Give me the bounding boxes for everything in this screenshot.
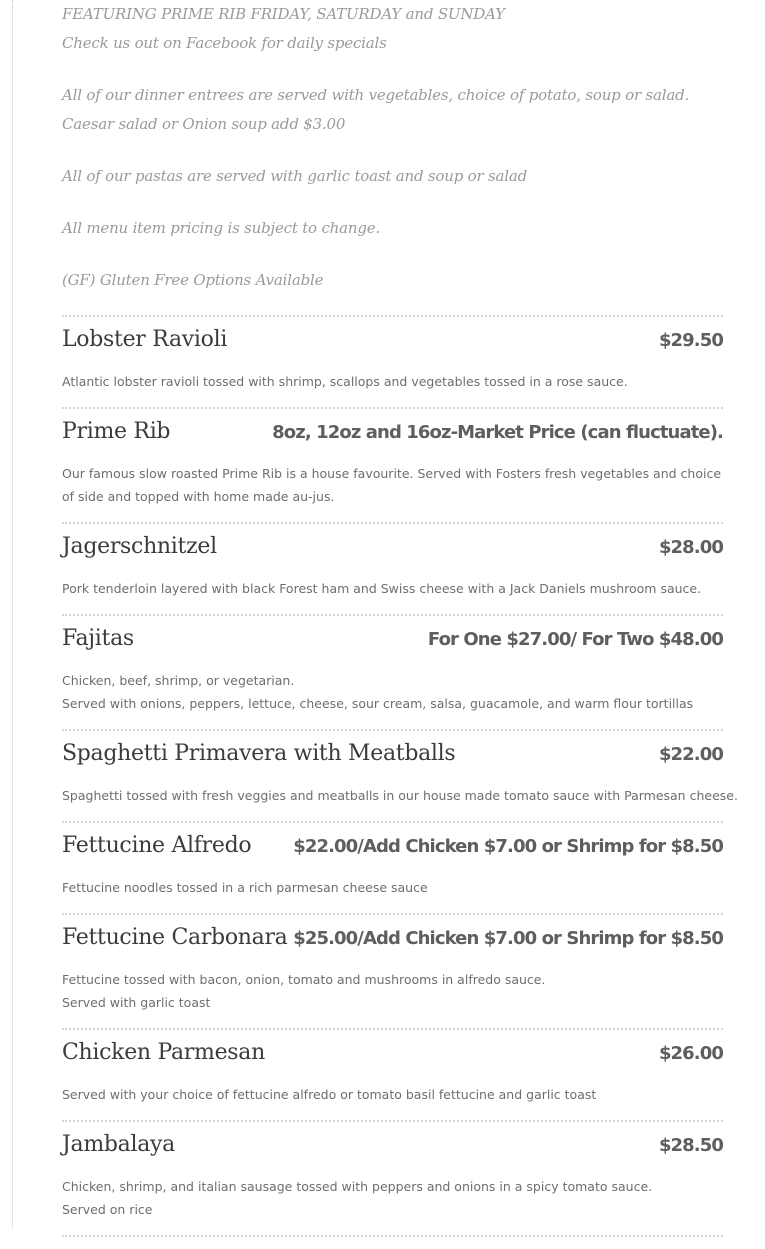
menu-item-header xyxy=(62,833,723,867)
menu-item-description xyxy=(62,577,723,600)
description-line: Chicken, beef, shrimp, or vegetarian. xyxy=(62,673,295,688)
menu-page-content xyxy=(62,0,738,1249)
facebook-line: Check us out on Facebook for daily specials xyxy=(62,34,387,52)
menu-item-name: Fajitas xyxy=(62,626,134,651)
gluten-free-note: (GF) Gluten Free Options Available xyxy=(62,271,324,289)
menu-item-header xyxy=(62,419,723,453)
menu-item-price: $25.00/Add Chicken $7.00 or Shrimp for $8.50 xyxy=(293,928,723,949)
menu-item xyxy=(62,315,723,407)
menu-item xyxy=(62,913,723,1028)
menu-item-description xyxy=(62,784,738,807)
menu-item-header xyxy=(62,626,723,660)
menu-item-price: $22.00/Add Chicken $7.00 or Shrimp for $8.50 xyxy=(293,836,723,857)
menu-list xyxy=(62,315,738,1249)
description-line: Served on rice xyxy=(62,1202,153,1217)
menu-item-price: 8oz, 12oz and 16oz-Market Price (can fluctuate). xyxy=(272,422,723,443)
description-line: Chicken, shrimp, and italian sausage tossed with peppers and onions in a spicy tomato sauce. xyxy=(62,1179,653,1194)
menu-item-header xyxy=(62,1132,723,1166)
menu-item-name: Lobster Ravioli xyxy=(62,327,228,352)
pasta-note: All of our pastas are served with garlic toast and soup or salad xyxy=(62,167,528,185)
description-line: Our famous slow roasted Prime Rib is a house favourite. Served with Fosters fresh vegetables and choice of side and topped with home made au-jus. xyxy=(62,466,722,504)
menu-item-description xyxy=(62,968,723,1014)
menu-item-name: Jambalaya xyxy=(62,1132,175,1157)
description-line: Spaghetti tossed with fresh veggies and meatballs in our house made tomato sauce with Parmesan cheese. xyxy=(62,788,738,803)
menu-item-description xyxy=(62,1083,723,1106)
menu-intro xyxy=(62,0,723,295)
menu-item-price: $28.00 xyxy=(658,537,723,558)
menu-item-description xyxy=(62,1175,723,1221)
description-line: Atlantic lobster ravioli tossed with shrimp, scallops and vegetables tossed in a rose sauce. xyxy=(62,374,628,389)
pricing-note: All menu item pricing is subject to change. xyxy=(62,219,380,237)
featuring-line: FEATURING PRIME RIB FRIDAY, SATURDAY and SUNDAY xyxy=(62,5,505,23)
menu-item xyxy=(62,522,723,614)
menu-item-price: $22.00 xyxy=(658,744,723,765)
left-dotted-border xyxy=(12,0,13,1228)
menu-item xyxy=(62,614,723,729)
menu-item-name: Jagerschnitzel xyxy=(62,534,217,559)
menu-item xyxy=(62,1028,723,1120)
menu-item-description xyxy=(62,462,723,508)
menu-item-price: $29.50 xyxy=(658,330,723,351)
menu-item-name: Spaghetti Primavera with Meatballs xyxy=(62,741,456,766)
description-line: Pork tenderloin layered with black Forest ham and Swiss cheese with a Jack Daniels mushroom sauce. xyxy=(62,581,702,596)
menu-item-name: Fettucine Carbonara xyxy=(62,925,288,950)
menu-item-name: Prime Rib xyxy=(62,419,171,444)
menu-item xyxy=(62,821,723,913)
menu-item-price: $26.00 xyxy=(658,1043,723,1064)
menu-item-description xyxy=(62,876,723,899)
menu-item-header xyxy=(62,925,723,959)
dinner-entree-note: All of our dinner entrees are served with vegetables, choice of potato, soup or salad. Caesar salad or Onion soup add $3.00 xyxy=(62,86,690,133)
menu-item-price: For One $27.00/ For Two $48.00 xyxy=(427,629,723,650)
description-line: Served with onions, peppers, lettuce, cheese, sour cream, salsa, guacamole, and warm flour tortillas xyxy=(62,696,694,711)
menu-item-header xyxy=(62,1040,723,1074)
menu-item-name: Fettucine Alfredo xyxy=(62,833,252,858)
menu-divider xyxy=(62,1235,723,1249)
menu-item-description xyxy=(62,370,723,393)
menu-item xyxy=(62,407,723,522)
menu-item-description xyxy=(62,669,723,715)
menu-item-header xyxy=(62,534,723,568)
menu-item-header xyxy=(62,327,723,361)
menu-item-price: $28.50 xyxy=(658,1135,723,1156)
menu-item xyxy=(62,1120,723,1235)
menu-item xyxy=(62,729,738,821)
description-line: Fettucine tossed with bacon, onion, tomato and mushrooms in alfredo sauce. xyxy=(62,972,546,987)
description-line: Served with your choice of fettucine alfredo or tomato basil fettucine and garlic toast xyxy=(62,1087,597,1102)
description-line: Fettucine noodles tossed in a rich parmesan cheese sauce xyxy=(62,880,428,895)
description-line: Served with garlic toast xyxy=(62,995,211,1010)
menu-item-header xyxy=(62,741,723,775)
menu-item-name: Chicken Parmesan xyxy=(62,1040,265,1065)
